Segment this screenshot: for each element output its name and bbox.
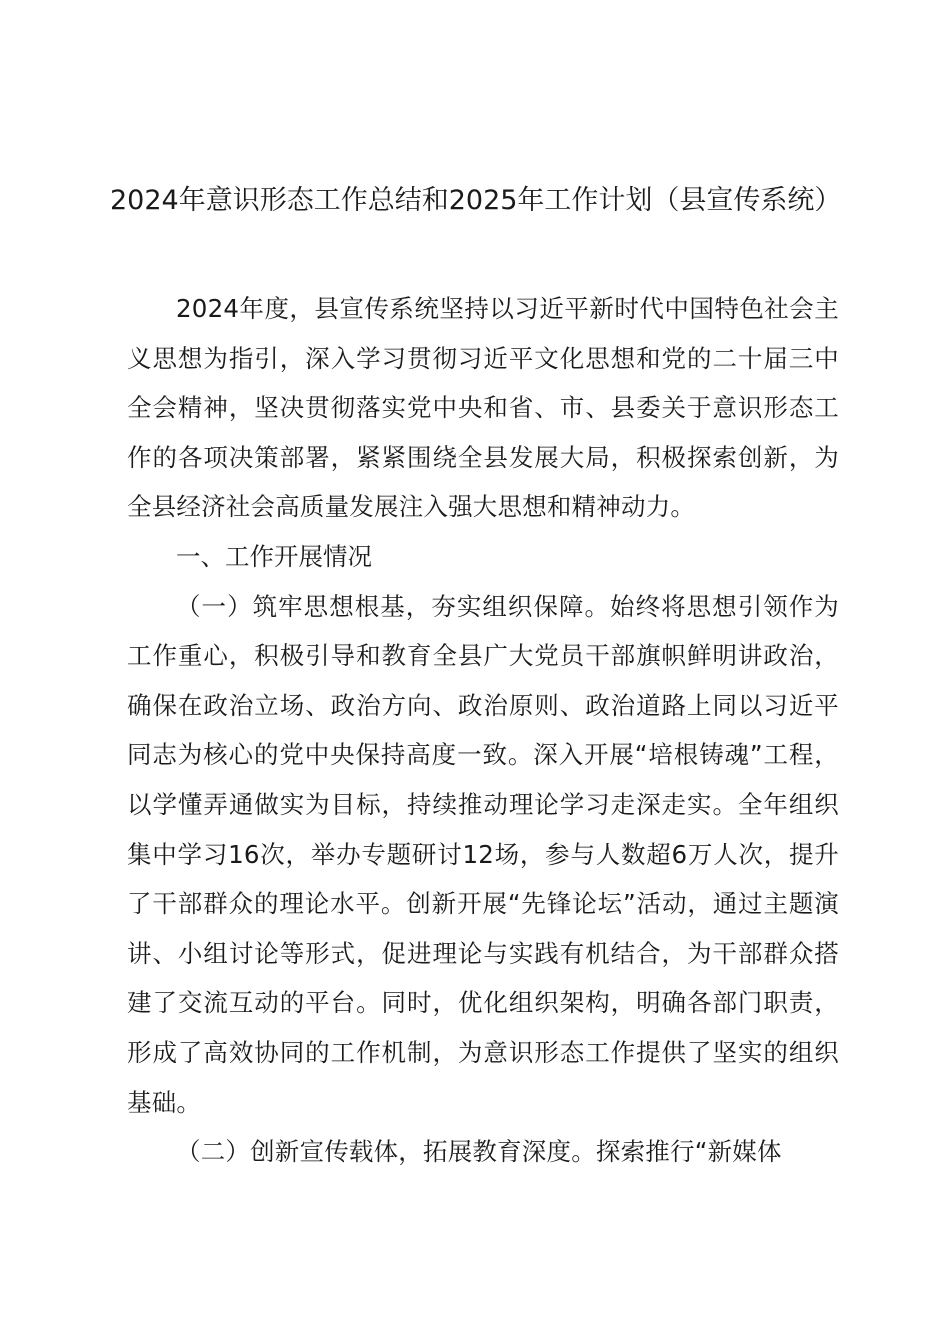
paragraph-1: （一）筑牢思想根基，夯实组织保障。始终将思想引领作为工作重心，积极引导和教育全县广大党员干部旗帜鲜明讲政治，确保在政治立场、政治方向、政治原则、政治道路上同以习近平同志为核心的党中央保持高度一致。深入开展“培根铸魂”工程，以学懂弄通做实为目标，持续推动理论学习走深走实。全年组织集中学习16次，举办专题研讨12场，参与人数超6万人次，提升了干部群众的理论水平。创新开展“先锋论坛”活动，通过主题演讲、小组讨论等形式，促进理论与实践有机结合，为干部群众搭建了交流互动的平台。同时，优化组织架构，明确各部门职责，形成了高效协同的工作机制，为意识形态工作提供了坚实的组织基础。 <box>127 591 839 1117</box>
intro-paragraph: 2024年度，县宣传系统坚持以习近平新时代中国特色社会主义思想为指引，深入学习贯彻习近平文化思想和党的二十届三中全会精神，坚决贯彻落实党中央和省、市、县委关于意识形态工作的各项决策部署，紧紧围绕全县发展大局，积极探索创新，为全县经济社会高质量发展注入强大思想和精神动力。 <box>127 294 839 522</box>
section-heading: 一、工作开展情况 <box>176 541 372 571</box>
document-body <box>127 284 839 1177</box>
document-title: 2024年意识形态工作总结和2025年工作计划（县宣传系统） <box>110 185 842 216</box>
paragraph-2: （二）创新宣传载体，拓展教育深度。探索推行“新媒体 <box>176 1137 782 1167</box>
